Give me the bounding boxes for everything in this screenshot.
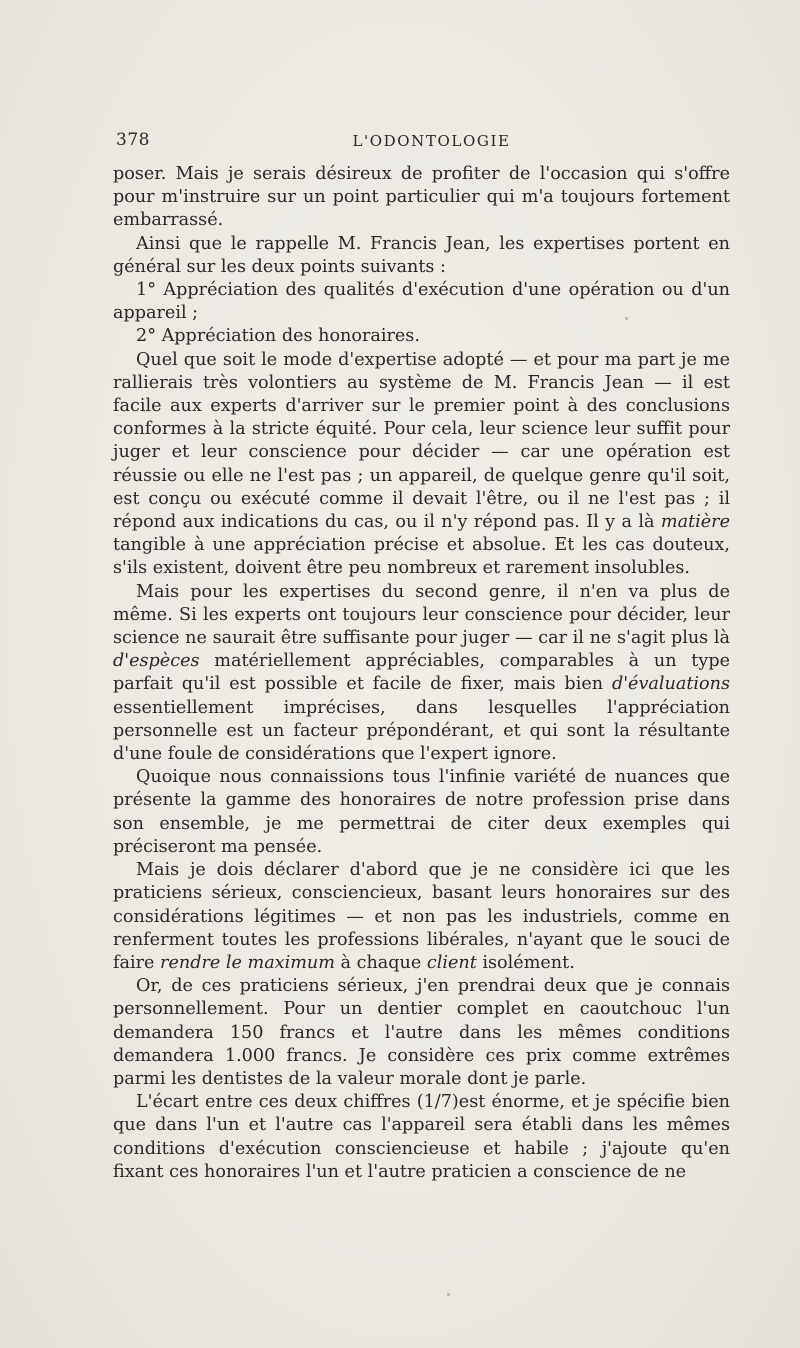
paragraph (113, 349, 730, 581)
text-segment: Quel que soit le mode d'expertise adopté — et pour ma part je me rallierais très volontiers au système de M. Francis Jean — il est facile aux experts d'arriver sur le premier point à des conclusions conformes à la stricte équité. Pour cela, leur science leur suffit pour juger et leur conscience pour décider — car une opération est réussie ou elle ne l'est pas ; un appareil, de quelque genre qu'il soit, est conçu ou exécuté comme il devait l'être, ou il ne l'est pas ; il répond aux indications du cas, ou il n'y répond pas. Il y a là (113, 349, 730, 533)
text-segment: L'écart entre ces deux chiffres (1/7)est énorme, et je spécifie bien que dans l'un et l'autre cas l'appareil sera établi dans les mêmes conditions d'exécution consciencieuse et habile ; j'ajoute qu'en fixant ces honoraires l'un et l'autre praticien a conscience de ne (113, 1092, 730, 1182)
page-number: 378 (116, 130, 150, 150)
text-segment: Ainsi que le rappelle M. Francis Jean, les expertises portent en général sur les deux points suivants : (113, 233, 730, 277)
paragraph (113, 975, 730, 1091)
paragraph (113, 163, 730, 233)
text-segment: Or, de ces praticiens sérieux, j'en prendrai deux que je connais personnellement. Pour un dentier complet en caoutchouc l'un demandera 150 francs et l'autre dans les mêmes conditions demandera 1.000 francs. Je considère ces prix comme extrêmes parmi les dentistes de la valeur morale dont je parle. (113, 976, 730, 1089)
paragraph (113, 325, 730, 348)
paragraph (113, 233, 730, 279)
text-segment: 2° Appréciation des honoraires. (136, 326, 420, 347)
text-segment: Mais pour les expertises du second genre, il n'en va plus de même. Si les experts ont toujours leur conscience pour décider, leur science ne saurait être suffisante pour juger — car il ne s'agit plus là (113, 581, 730, 649)
italic-text: matière (660, 512, 730, 533)
text-segment: essentiellement imprécises, dans lesquelles l'appréciation personnelle est un facteur prépondérant, et qui sont la résultante d'une foule de considérations que l'expert ignore. (113, 697, 730, 765)
italic-text: rendre le maximum (160, 952, 335, 973)
text-segment: 1° Appréciation des qualités d'exécution d'une opération ou d'un appareil ; (113, 280, 730, 324)
running-title: L'ODONTOLOGIE (352, 132, 511, 150)
body-text (113, 163, 730, 1184)
text-segment: tangible à une appréciation précise et absolue. Et les cas douteux, s'ils existent, doivent être peu nombreux et rarement insolubles. (113, 535, 730, 579)
italic-text: client (426, 952, 477, 973)
paper-speck (447, 1293, 450, 1296)
paper-speck (625, 317, 628, 320)
page-header (113, 130, 730, 158)
paragraph (113, 766, 730, 859)
paragraph (113, 859, 730, 975)
text-segment: matériellement appréciables, comparables à un type parfait qu'il est possible et facile de fixer, mais bien (113, 651, 730, 695)
italic-text: d'évaluations (611, 674, 730, 695)
paragraph (113, 1091, 730, 1184)
italic-text: d'espèces (113, 651, 200, 672)
text-segment: poser. Mais je serais désireux de profiter de l'occasion qui s'offre pour m'instruire sur un point particulier qui m'a toujours fortement embarrassé. (113, 164, 730, 231)
text-segment: à chaque (334, 952, 427, 973)
paragraph (113, 279, 730, 325)
paragraph (113, 581, 730, 767)
text-segment: isolément. (476, 952, 575, 973)
text-segment: Quoique nous connaissions tous l'infinie variété de nuances que présente la gamme des honoraires de notre profession prise dans son ensemble, je me permettrai de citer deux exemples qui préciseront ma pensée. (113, 767, 730, 857)
text-segment: Mais je dois déclarer d'abord que je ne considère ici que les praticiens sérieux, consciencieux, basant leurs honoraires sur des considérations légitimes — et non pas les industriels, comme en renferment toutes les professions libérales, n'ayant que le souci de faire (113, 860, 730, 973)
